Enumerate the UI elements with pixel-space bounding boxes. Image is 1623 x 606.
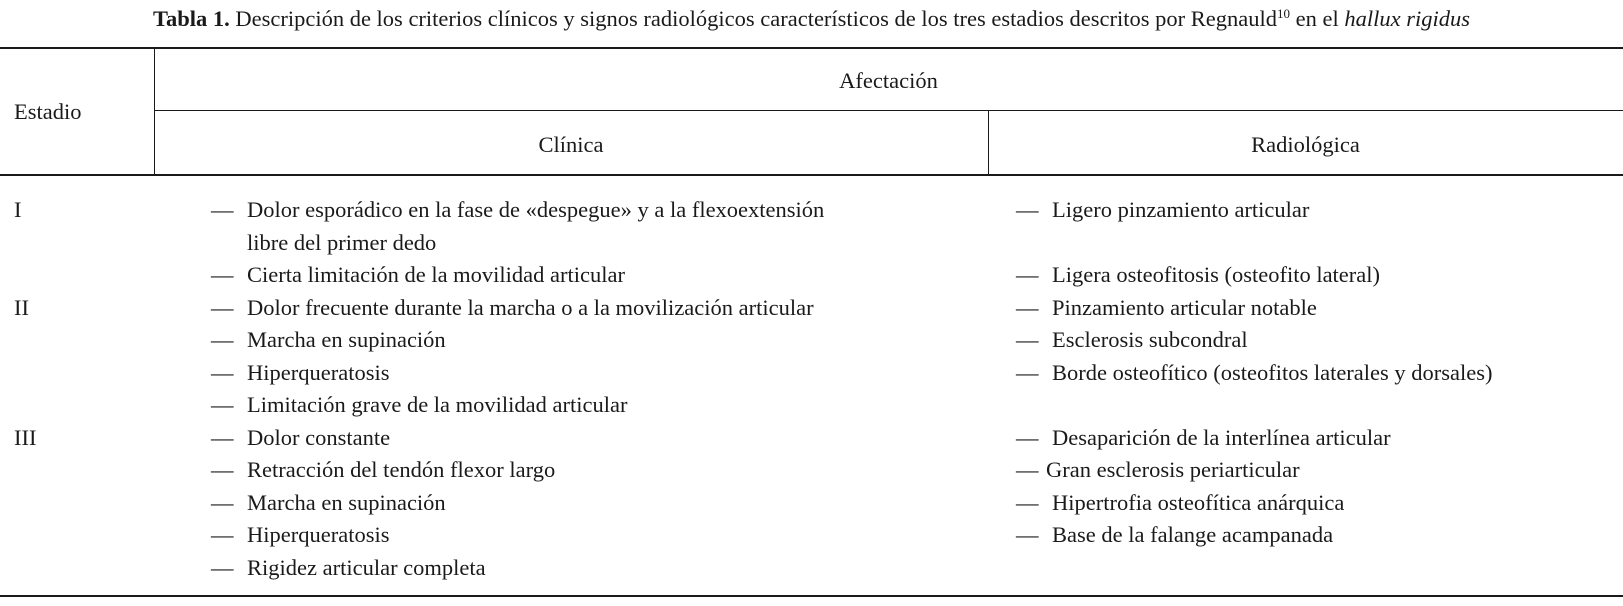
radiologica-item-text: Ligero pinzamiento articular	[1052, 197, 1310, 222]
header-clinica: Clínica	[538, 132, 604, 157]
em-dash-marker: —	[211, 522, 234, 547]
em-dash-marker: —	[211, 359, 234, 385]
radiologica-item	[1016, 487, 1344, 520]
clinica-item	[211, 389, 627, 422]
clinica-item	[211, 519, 389, 552]
em-dash-marker: —	[1016, 294, 1039, 320]
clinica-item	[211, 227, 436, 260]
clinica-item-text: Rigidez articular completa	[247, 554, 486, 580]
clinica-item-text: Cierta limitación de la movilidad articular	[247, 262, 625, 287]
clinica-item	[211, 454, 555, 487]
radiologica-item-text: Esclerosis subcondral	[1052, 327, 1248, 352]
clinica-item-text: Hiperqueratosis	[247, 359, 390, 385]
clinica-item-text: Dolor esporádico en la fase de «despegue» y a la flexoextensión	[247, 197, 825, 222]
radiologica-item	[1016, 519, 1333, 552]
em-dash-marker: —	[1016, 522, 1039, 547]
radiologica-item-text: Desaparición de la interlínea articular	[1052, 424, 1391, 450]
radiologica-item	[1016, 194, 1309, 227]
clinica-item-text: libre del primer dedo	[247, 229, 437, 255]
em-dash-marker: —	[211, 424, 234, 450]
radiologica-item-text: Ligera osteofitosis (osteofito lateral)	[1052, 262, 1381, 287]
radiologica-item	[1016, 324, 1248, 357]
clinica-item-text: Dolor constante	[247, 424, 391, 450]
radiologica-item-text: Pinzamiento articular notable	[1052, 294, 1317, 320]
em-dash-marker: —	[1016, 424, 1039, 450]
stage-label: II	[14, 294, 29, 320]
clinica-item-text: Dolor frecuente durante la marcha o a la movilización articular	[247, 294, 814, 320]
table-top-rule	[0, 47, 1623, 49]
stage-label: I	[14, 197, 22, 222]
caption-reference: 10	[1276, 6, 1290, 21]
radiologica-item	[1016, 422, 1391, 455]
em-dash-marker: —	[211, 489, 234, 515]
clinica-item-text: Limitación grave de la movilidad articular	[247, 392, 628, 417]
radiologica-item	[1016, 292, 1317, 325]
clinica-item	[211, 552, 486, 585]
em-dash-marker: —	[1016, 457, 1039, 482]
em-dash-marker: —	[211, 197, 234, 222]
table-bottom-rule	[0, 595, 1623, 597]
em-dash-marker: —	[211, 262, 234, 287]
caption-italic-term: hallux rigidus	[1344, 6, 1470, 31]
caption-tail: en el	[1289, 6, 1345, 31]
header-estadio: Estadio	[14, 99, 82, 124]
em-dash-marker: —	[211, 294, 234, 320]
radiologica-item-text: Gran esclerosis periarticular	[1046, 457, 1300, 482]
header-radiologica: Radiológica	[1251, 132, 1360, 157]
clinica-item	[211, 259, 625, 292]
clinica-item-text: Marcha en supinación	[247, 489, 446, 515]
clinica-item	[211, 357, 389, 390]
clinica-item	[211, 324, 446, 357]
clinica-item-text: Hiperqueratosis	[247, 522, 390, 547]
stage-label: III	[14, 424, 37, 450]
clinica-item	[211, 194, 824, 227]
radiologica-item	[1016, 454, 1300, 487]
clinica-item-text: Marcha en supinación	[247, 327, 446, 352]
em-dash-marker: —	[211, 327, 234, 352]
em-dash-marker: —	[211, 392, 234, 417]
clinica-item	[211, 422, 390, 455]
clinica-item-text: Retracción del tendón flexor largo	[247, 457, 556, 482]
header-bottom-rule	[0, 174, 1623, 176]
em-dash-marker: —	[1016, 359, 1039, 385]
em-dash-marker: —	[211, 457, 234, 482]
header-mid-rule	[154, 110, 1623, 111]
radiologica-item-text: Base de la falange acampanada	[1052, 522, 1334, 547]
caption-lead: Tabla 1.	[153, 6, 230, 31]
clinica-item	[211, 487, 446, 520]
table-caption	[0, 4, 1623, 34]
caption-text: Descripción de los criterios clínicos y signos radiológicos característicos de los tres estadios descritos por Regnauld	[229, 6, 1277, 31]
radiologica-item	[1016, 259, 1380, 292]
radiologica-item-text: Borde osteofítico (osteofitos laterales y dorsales)	[1052, 359, 1493, 385]
header-afectacion: Afectación	[839, 68, 938, 93]
em-dash-marker: —	[211, 554, 234, 580]
radiologica-item-text: Hipertrofia osteofítica anárquica	[1052, 489, 1345, 515]
em-dash-marker: —	[1016, 197, 1039, 222]
em-dash-marker: —	[1016, 327, 1039, 352]
radiologica-item	[1016, 357, 1493, 390]
em-dash-marker: —	[1016, 262, 1039, 287]
clinica-item	[211, 292, 814, 325]
em-dash-marker: —	[1016, 489, 1039, 515]
